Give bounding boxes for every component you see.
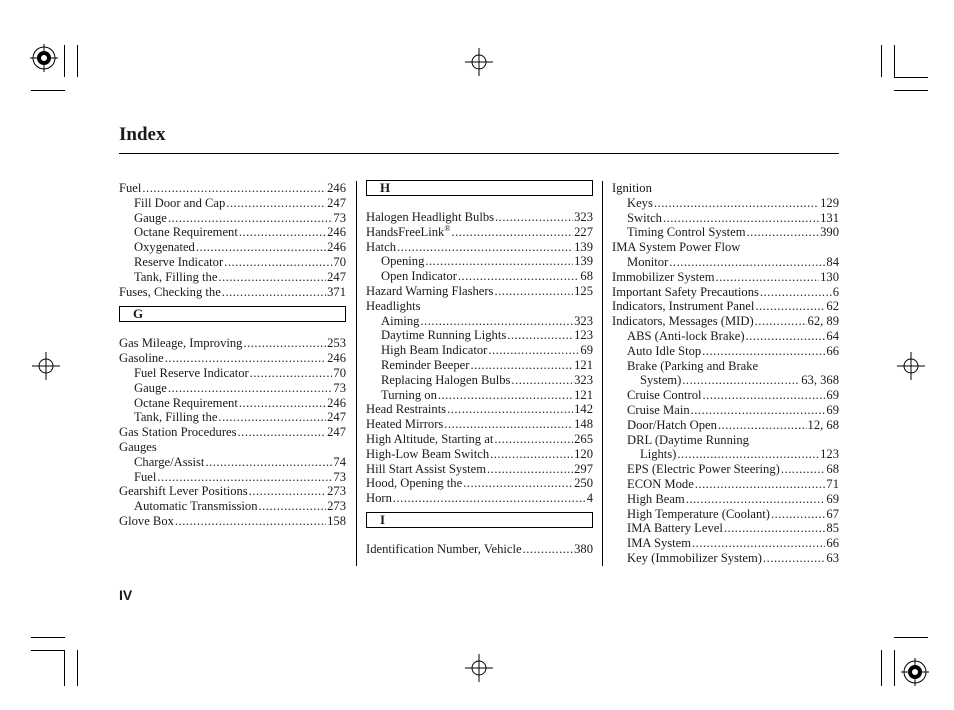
page-reference: 73 xyxy=(333,210,346,225)
index-term: Gas Station Procedures xyxy=(119,425,237,440)
dot-leader xyxy=(239,225,326,240)
index-entry xyxy=(119,270,346,285)
page-reference: 380 xyxy=(574,541,593,556)
index-entry xyxy=(612,433,839,448)
page-number: IV xyxy=(119,587,133,603)
index-entry xyxy=(119,211,346,226)
crop-mark xyxy=(31,650,65,651)
page-reference: 130 xyxy=(820,269,839,284)
dot-leader xyxy=(243,336,326,351)
page-reference: 62 xyxy=(826,299,839,314)
index-term: Oxygenated xyxy=(134,240,195,255)
index-entry xyxy=(119,455,346,470)
index-term: Daytime Running Lights xyxy=(381,328,507,343)
page-reference: 247 xyxy=(327,269,346,284)
index-term: Fuel Reserve Indicator xyxy=(134,365,249,380)
index-term: Cruise Control xyxy=(627,388,702,403)
dot-leader xyxy=(490,447,573,462)
dot-leader xyxy=(771,507,825,522)
index-term: Timing Control System xyxy=(627,225,746,240)
dot-leader xyxy=(438,388,573,403)
dot-leader xyxy=(663,211,819,226)
crop-mark xyxy=(31,637,65,638)
title-rule xyxy=(119,153,839,154)
dot-leader xyxy=(224,255,332,270)
page-reference: 68 xyxy=(826,462,839,477)
dot-leader xyxy=(218,410,326,425)
index-term: IMA System xyxy=(627,536,692,551)
page-reference: 227 xyxy=(574,224,593,239)
index-term: Fuel xyxy=(134,469,157,484)
index-entry xyxy=(612,299,839,314)
index-term: IMA System Power Flow xyxy=(612,240,741,255)
dot-leader xyxy=(677,447,819,462)
index-term: Gauge xyxy=(134,380,167,395)
index-term: High Beam xyxy=(627,491,685,506)
crop-mark xyxy=(894,45,895,77)
dot-leader xyxy=(760,285,832,300)
page-reference: 390 xyxy=(820,225,839,240)
index-term: Key (Immobilizer System) xyxy=(627,550,763,565)
index-term: ABS (Anti-lock Brake) xyxy=(627,328,745,343)
crop-mark xyxy=(64,45,65,77)
dot-leader xyxy=(669,255,825,270)
index-column-2 xyxy=(366,181,593,557)
index-term: Reserve Indicator xyxy=(134,254,224,269)
page-reference: 120 xyxy=(574,446,593,461)
index-term: Glove Box xyxy=(119,513,174,528)
page-reference: 67 xyxy=(826,506,839,521)
page-reference: 247 xyxy=(327,410,346,425)
index-entry xyxy=(366,373,593,388)
page-reference: 71 xyxy=(826,476,839,491)
page-reference: 69 xyxy=(826,388,839,403)
index-term: Fuel xyxy=(119,181,142,195)
dot-leader xyxy=(682,373,800,388)
dot-leader xyxy=(425,254,573,269)
index-entry xyxy=(366,447,593,462)
crosshair-icon xyxy=(465,654,493,682)
index-entry xyxy=(612,181,839,196)
dot-leader xyxy=(447,402,573,417)
index-term: Hazard Warning Flashers xyxy=(366,283,494,298)
page-reference: 70 xyxy=(333,365,346,380)
index-entry xyxy=(119,366,346,381)
index-entry xyxy=(119,381,346,396)
page-reference: 246 xyxy=(327,395,346,410)
dot-leader xyxy=(218,270,326,285)
index-term: Opening xyxy=(381,254,425,269)
index-entry xyxy=(612,344,839,359)
index-entry xyxy=(366,462,593,477)
index-entry xyxy=(119,484,346,499)
crop-mark xyxy=(894,637,928,638)
page-reference: 148 xyxy=(574,417,593,432)
index-term: Brake (Parking and Brake xyxy=(627,358,759,373)
dot-leader xyxy=(495,210,573,225)
index-entry xyxy=(612,255,839,270)
dot-leader xyxy=(157,470,332,485)
dot-leader xyxy=(724,521,826,536)
crosshair-icon xyxy=(465,48,493,76)
index-entry xyxy=(612,211,839,226)
dot-leader xyxy=(444,417,573,432)
crop-mark xyxy=(77,650,78,686)
index-column-1 xyxy=(119,181,346,529)
index-term: Identification Number, Vehicle xyxy=(366,541,522,556)
crosshair-icon xyxy=(897,352,925,380)
index-term: Horn xyxy=(366,491,392,506)
index-term: IMA Battery Level xyxy=(627,521,723,536)
dot-leader xyxy=(691,403,826,418)
index-term: Reminder Beeper xyxy=(381,357,470,372)
index-entry xyxy=(612,359,839,374)
dot-leader xyxy=(222,285,326,300)
index-term: Aiming xyxy=(381,313,420,328)
index-term: Headlights xyxy=(366,298,421,313)
crop-mark xyxy=(894,77,928,78)
dot-leader xyxy=(470,358,573,373)
index-entry xyxy=(366,358,593,373)
dot-leader xyxy=(168,211,333,226)
crosshair-icon xyxy=(32,352,60,380)
index-entry xyxy=(366,476,593,491)
page-reference: 68 xyxy=(580,269,593,284)
letter-heading-i: I xyxy=(366,512,593,528)
dot-leader xyxy=(654,196,819,211)
page-reference: 265 xyxy=(574,431,593,446)
index-term: Ignition xyxy=(612,181,652,195)
dot-leader xyxy=(781,462,826,477)
dot-leader xyxy=(715,270,819,285)
dot-leader xyxy=(239,396,326,411)
index-entry xyxy=(612,551,839,566)
dot-leader xyxy=(393,491,586,506)
page-reference: 69 xyxy=(826,402,839,417)
dot-leader xyxy=(718,418,807,433)
index-entry xyxy=(366,225,593,240)
index-term: Gauges xyxy=(119,439,157,454)
dot-leader xyxy=(487,462,573,477)
index-term: Gearshift Lever Positions xyxy=(119,484,248,499)
dot-leader xyxy=(523,542,574,557)
page-reference: 247 xyxy=(327,425,346,440)
index-term: Heated Mirrors xyxy=(366,417,444,432)
page-reference: 6 xyxy=(832,284,839,299)
index-entry xyxy=(366,284,593,299)
index-entry xyxy=(612,418,839,433)
index-entry xyxy=(612,507,839,522)
index-term: Indicators, Messages (MID) xyxy=(612,314,754,329)
index-entry xyxy=(366,269,593,284)
page-reference: 253 xyxy=(327,336,346,351)
index-term: Open Indicator xyxy=(381,269,457,284)
index-entry xyxy=(612,329,839,344)
page-reference: 123 xyxy=(574,328,593,343)
index-entry xyxy=(119,396,346,411)
index-entry xyxy=(612,492,839,507)
crop-mark xyxy=(77,45,78,77)
page-reference: 139 xyxy=(574,254,593,269)
index-entry xyxy=(119,240,346,255)
index-term: Gas Mileage, Improving xyxy=(119,336,243,351)
dot-leader xyxy=(238,425,327,440)
index-entry xyxy=(366,432,593,447)
registration-target-icon xyxy=(30,44,58,72)
index-term: Fuses, Checking the xyxy=(119,284,221,299)
page-title: Index xyxy=(119,124,166,145)
index-entry xyxy=(612,536,839,551)
index-term: High Altitude, Starting at xyxy=(366,431,494,446)
page-reference: 125 xyxy=(574,283,593,298)
letter-heading-h: H xyxy=(366,180,593,196)
dot-leader xyxy=(755,299,825,314)
index-term: Monitor xyxy=(627,254,669,269)
index-entry xyxy=(612,240,839,255)
index-term: Indicators, Instrument Panel xyxy=(612,299,755,314)
index-entry xyxy=(366,491,593,506)
index-entry xyxy=(612,314,839,329)
index-entry xyxy=(366,299,593,314)
crop-mark xyxy=(881,650,882,686)
index-term: Replacing Halogen Bulbs xyxy=(381,372,511,387)
index-term: Turning on xyxy=(381,387,437,402)
index-term: Head Restraints xyxy=(366,402,447,417)
index-entry xyxy=(119,499,346,514)
registration-target-icon xyxy=(901,658,929,686)
page-reference: 63 xyxy=(826,550,839,565)
page-reference: 4 xyxy=(586,491,593,506)
dot-leader xyxy=(695,477,826,492)
page-reference: 84 xyxy=(826,254,839,269)
index-entry xyxy=(119,410,346,425)
column-divider xyxy=(602,181,603,566)
index-entry xyxy=(366,402,593,417)
index-term: Gauge xyxy=(134,210,167,225)
index-entry xyxy=(612,403,839,418)
crop-mark xyxy=(894,90,928,91)
page-reference: 139 xyxy=(574,239,593,254)
index-entry xyxy=(612,373,839,388)
index-entry xyxy=(119,470,346,485)
index-entry xyxy=(612,462,839,477)
index-term: High Beam Indicator xyxy=(381,343,488,358)
dot-leader xyxy=(692,536,825,551)
index-entry xyxy=(366,388,593,403)
page-reference: 142 xyxy=(574,402,593,417)
index-entry xyxy=(119,440,346,455)
page-reference: 121 xyxy=(574,357,593,372)
page-reference: 250 xyxy=(574,476,593,491)
index-term: Fill Door and Cap xyxy=(134,195,226,210)
registered-mark: ® xyxy=(444,223,451,233)
index-entry xyxy=(366,254,593,269)
index-entry xyxy=(119,181,346,196)
index-term: Hatch xyxy=(366,239,397,254)
index-term: Keys xyxy=(627,195,653,210)
index-term: Halogen Headlight Bulbs xyxy=(366,210,495,224)
index-term: Octane Requirement xyxy=(134,395,238,410)
index-entry xyxy=(612,447,839,462)
page-reference: 123 xyxy=(820,447,839,462)
dot-leader xyxy=(226,196,326,211)
dot-leader xyxy=(494,432,573,447)
index-term: High Temperature (Coolant) xyxy=(627,506,770,521)
dot-leader xyxy=(747,225,820,240)
page-reference: 69 xyxy=(580,343,593,358)
dot-leader xyxy=(420,314,573,329)
index-term: Octane Requirement xyxy=(134,225,238,240)
page-reference: 323 xyxy=(574,372,593,387)
page-reference: 297 xyxy=(574,461,593,476)
letter-heading-g: G xyxy=(119,306,346,322)
page-reference: 63, 368 xyxy=(801,373,839,388)
index-term: Automatic Transmission xyxy=(134,499,258,514)
page-reference: 158 xyxy=(327,513,346,528)
index-entry xyxy=(366,328,593,343)
index-entry xyxy=(366,314,593,329)
page-reference: 129 xyxy=(820,195,839,210)
dot-leader xyxy=(507,328,573,343)
dot-leader xyxy=(702,344,825,359)
dot-leader xyxy=(168,381,333,396)
index-term: Lights) xyxy=(640,447,677,462)
index-term: Auto Idle Stop xyxy=(627,343,702,358)
index-entry xyxy=(612,388,839,403)
index-entry xyxy=(612,521,839,536)
index-entry xyxy=(366,417,593,432)
index-entry xyxy=(119,196,346,211)
index-entry xyxy=(612,285,839,300)
dot-leader xyxy=(511,373,573,388)
crop-mark xyxy=(64,650,65,686)
index-term: Charge/Assist xyxy=(134,454,205,469)
page-reference: 70 xyxy=(333,254,346,269)
dot-leader xyxy=(686,492,826,507)
dot-leader xyxy=(196,240,326,255)
index-term: Hood, Opening the xyxy=(366,476,463,491)
dot-leader xyxy=(458,269,580,284)
page-reference: 246 xyxy=(327,181,346,195)
page-reference: 273 xyxy=(327,484,346,499)
dot-leader xyxy=(397,240,573,255)
dot-leader xyxy=(205,455,332,470)
page-reference: 62, 89 xyxy=(807,314,839,329)
index-column-3 xyxy=(612,181,839,566)
page-reference: 323 xyxy=(574,313,593,328)
dot-leader xyxy=(142,181,326,196)
index-entry xyxy=(119,255,346,270)
page-reference: 371 xyxy=(327,284,346,299)
page-reference: 323 xyxy=(574,210,593,224)
index-term: HandsFreeLink xyxy=(366,224,445,239)
column-divider xyxy=(356,181,357,566)
dot-leader xyxy=(463,476,573,491)
dot-leader xyxy=(451,225,573,240)
page-reference: 69 xyxy=(826,491,839,506)
crop-mark xyxy=(881,45,882,77)
page-reference: 12, 68 xyxy=(807,417,839,432)
page-reference: 273 xyxy=(327,499,346,514)
crop-mark xyxy=(31,90,65,91)
index-term: Switch xyxy=(627,210,662,225)
index-term: System) xyxy=(640,373,682,388)
page-reference: 247 xyxy=(327,195,346,210)
index-entry xyxy=(612,225,839,240)
page-reference: 73 xyxy=(333,380,346,395)
dot-leader xyxy=(703,388,826,403)
dot-leader xyxy=(494,284,573,299)
index-entry xyxy=(119,285,346,300)
page-reference: 66 xyxy=(826,536,839,551)
dot-leader xyxy=(165,351,326,366)
index-entry xyxy=(612,477,839,492)
index-entry xyxy=(119,225,346,240)
index-term: Tank, Filling the xyxy=(134,410,218,425)
index-entry xyxy=(119,336,346,351)
index-term: Cruise Main xyxy=(627,402,690,417)
index-term: High-Low Beam Switch xyxy=(366,446,490,461)
dot-leader xyxy=(249,484,326,499)
index-entry xyxy=(119,425,346,440)
index-term: DRL (Daytime Running xyxy=(627,432,749,447)
index-entry xyxy=(119,351,346,366)
page-reference: 246 xyxy=(327,240,346,255)
page-reference: 121 xyxy=(574,387,593,402)
index-entry xyxy=(612,270,839,285)
index-entry xyxy=(612,196,839,211)
index-entry xyxy=(366,240,593,255)
page-reference: 73 xyxy=(333,469,346,484)
page-reference: 74 xyxy=(333,454,346,469)
page-reference: 85 xyxy=(826,521,839,536)
index-term: Door/Hatch Open xyxy=(627,417,717,432)
page-reference: 246 xyxy=(327,225,346,240)
page-reference: 66 xyxy=(826,343,839,358)
index-entry xyxy=(366,210,593,225)
page-reference: 64 xyxy=(826,328,839,343)
index-term: EPS (Electric Power Steering) xyxy=(627,462,780,477)
dot-leader xyxy=(763,551,825,566)
crop-mark xyxy=(894,650,895,686)
index-entry xyxy=(366,343,593,358)
dot-leader xyxy=(746,329,826,344)
index-term: Tank, Filling the xyxy=(134,269,218,284)
index-entry xyxy=(119,514,346,529)
index-term: ECON Mode xyxy=(627,476,694,491)
page-reference: 246 xyxy=(327,351,346,366)
index-term: Hill Start Assist System xyxy=(366,461,487,476)
page-reference: 131 xyxy=(820,210,839,225)
index-entry xyxy=(366,542,593,557)
dot-leader xyxy=(488,343,579,358)
index-term: Important Safety Precautions xyxy=(612,284,759,299)
index-term: Immobilizer System xyxy=(612,269,715,284)
dot-leader xyxy=(250,366,333,381)
dot-leader xyxy=(755,314,807,329)
index-term: Gasoline xyxy=(119,351,164,366)
dot-leader xyxy=(259,499,327,514)
dot-leader xyxy=(175,514,326,529)
